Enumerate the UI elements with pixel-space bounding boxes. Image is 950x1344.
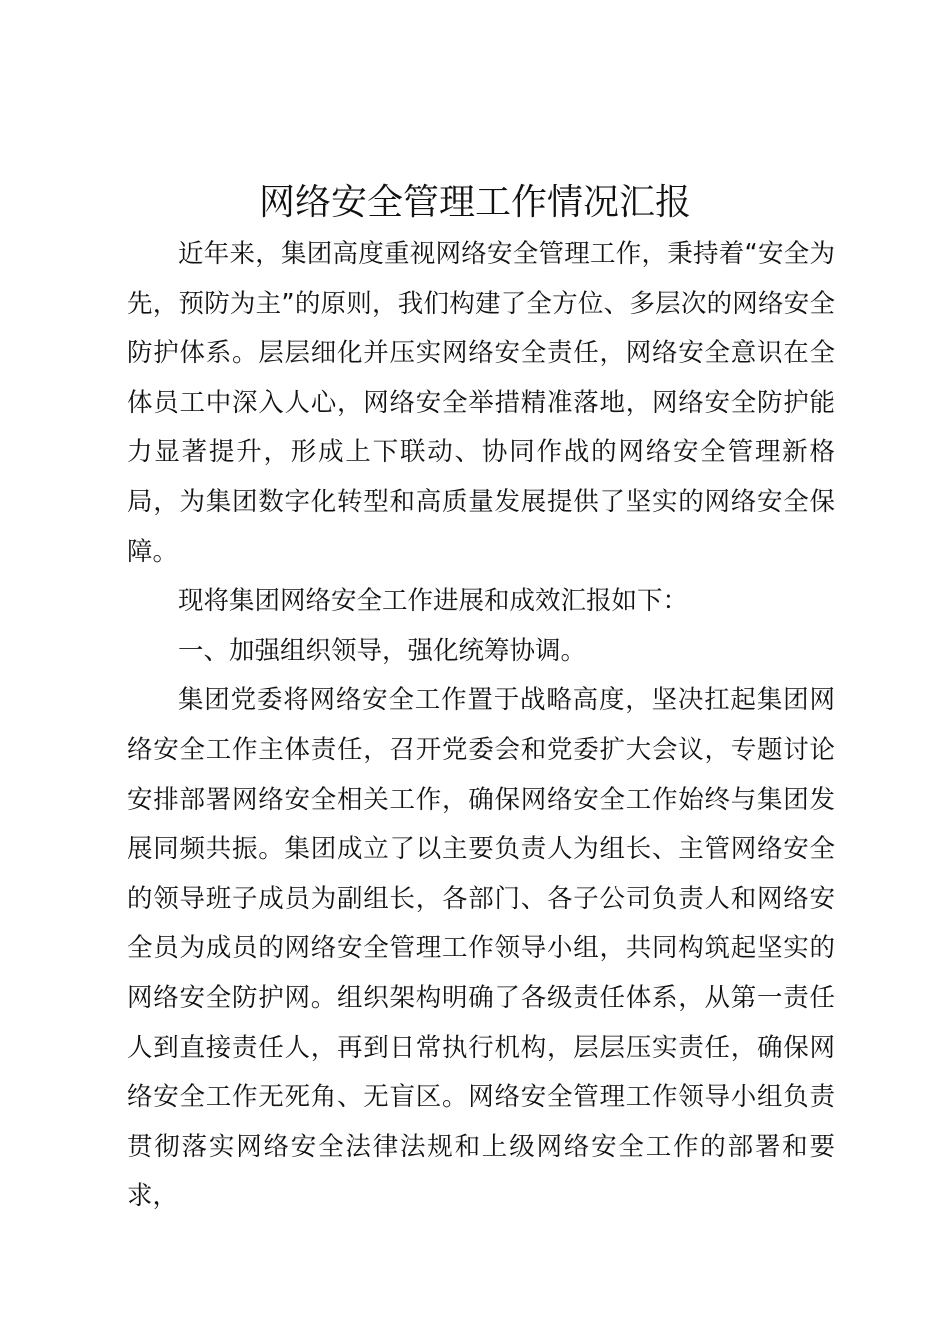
document-title: 网络安全管理工作情况汇报	[258, 182, 691, 223]
document-body	[127, 230, 835, 1222]
section-heading-1: 一、加强组织领导，强化统筹协调。	[178, 635, 587, 666]
paragraph-section-1: 集团党委将网络安全工作置于战略高度，坚决扛起集团网络安全工作主体责任，召开党委会和党委扩大会议，专题讨论安排部署网络安全相关工作，确保网络安全工作始终与集团发展同频共振。集团成立了以主要负责人为组长、主管网络安全的领导班子成员为副组长，各部门、各子公司负责人和网络安全员为成员的网络安全管理工作领导小组，共同构筑起坚实的网络安全防护网。组织架构明确了各级责任体系，从第一责任人到直接责任人，再到日常执行机构，层层压实责任，确保网络安全工作无死角、无盲区。网络安全管理工作领导小组负责贯彻落实网络安全法律法规和上级网络安全工作的部署和要求，	[127, 685, 835, 1212]
paragraph-report-lead: 现将集团网络安全工作进展和成效汇报如下：	[178, 586, 689, 617]
paragraph-intro: 近年来，集团高度重视网络安全管理工作，秉持着“安全为先，预防为主”的原则，我们构建了全方位、多层次的网络安全防护体系。层层细化并压实网络安全责任，网络安全意识在全体员工中深入人心，网络安全举措精准落地，网络安全防护能力显著提升，形成上下联动、协同作战的网络安全管理新格局，为集团数字化转型和高质量发展提供了坚实的网络安全保障。	[127, 239, 835, 567]
